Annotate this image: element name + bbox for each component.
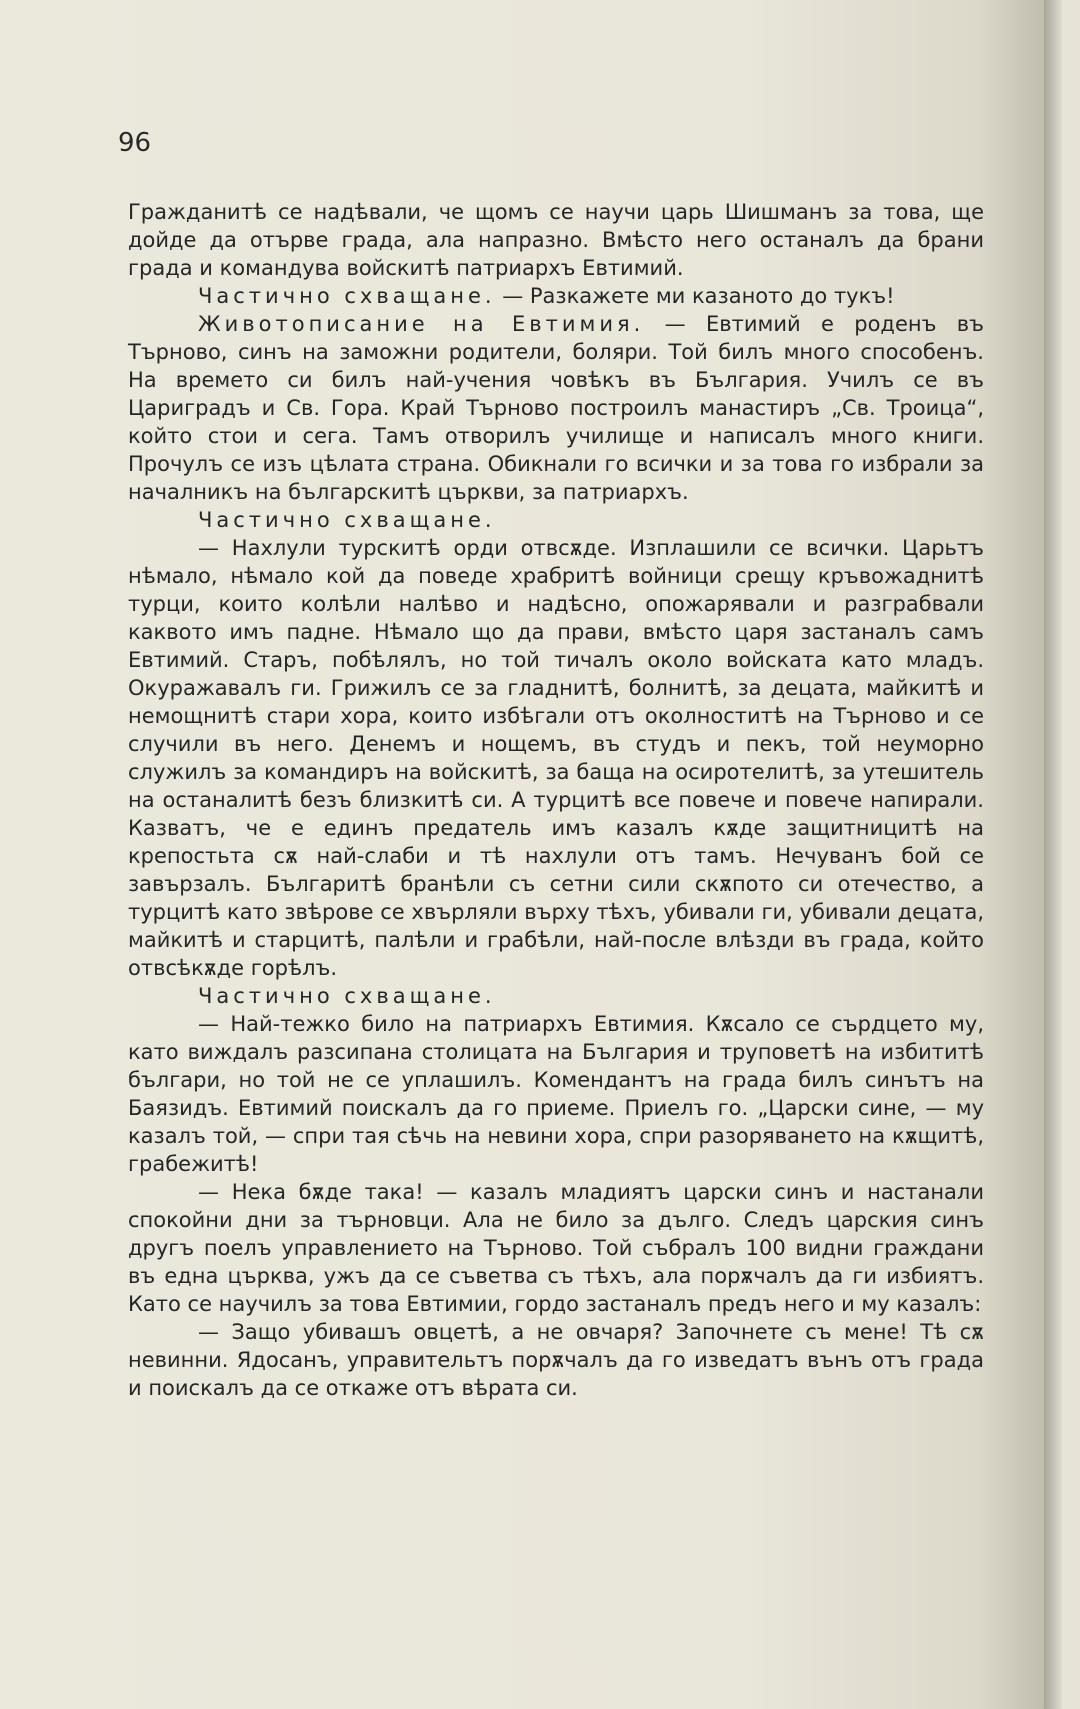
paragraph bbox=[128, 1010, 984, 1178]
paragraph bbox=[128, 506, 984, 534]
paragraph-text: — Най-тежко било на патриархъ Евтимия. Кѫсало се сърдцето му, като виждалъ разсипана столицата на България и труповетѣ на избититѣ българи, но той не се уплашилъ. Комендантъ на града билъ синътъ на Баязидъ. Евтимий поискалъ да го приеме. Приелъ го. „Царски сине, — му казалъ той, — спри тая сѣчь на невини хора, спри разоряването на кѫщитѣ, грабежитѣ! bbox=[128, 1012, 984, 1176]
paragraph-text: — Разкажете ми казаното до тукъ! bbox=[495, 284, 895, 308]
paragraph-text: Гражданитѣ се надѣвали, че щомъ се научи царь Шишманъ за това, ще дойде да отърве града, ала напразно. Вмѣсто него останалъ да брани града и командува войскитѣ патриархъ Евтимий. bbox=[128, 200, 984, 280]
paragraph bbox=[128, 534, 984, 982]
section-heading: Частично схващане. bbox=[198, 508, 496, 532]
page-edge-shadow bbox=[1044, 0, 1062, 1709]
paragraph-text: — Защо убивашъ овцетѣ, а не овчаря? Започнете съ мене! Тѣ сѫ невинни. Ядосанъ, управительтъ порѫчалъ да го изведатъ вънъ отъ града и поискалъ да се откаже отъ вѣрата си. bbox=[128, 1320, 984, 1400]
paragraph-text: — Нека бѫде така! — казалъ младиятъ царски синъ и настанали спокойни дни за търновци. Ала не било за дълго. Следъ царския синъ другъ поелъ управлението на Търново. Той събралъ 100 видни граждани въ една църква, ужъ да се съветва съ тѣхъ, ала порѫчалъ да ги избиятъ. Като се научилъ за това Евтимии, гордо застаналъ предъ него и му казалъ: bbox=[128, 1180, 984, 1316]
section-heading: Частично схващане. bbox=[198, 984, 496, 1008]
paragraph-text: — Евтимий е роденъ въ Търново, синъ на заможни родители, боляри. Той билъ много способенъ. На времето си билъ най-учения човѣкъ въ България. Училъ се въ Цариградъ и Св. Гора. Край Търново построилъ манастиръ „Св. Троица“, който стои и сега. Тамъ отворилъ училище и написалъ много книги. Прочулъ се изъ цѣлата страна. Обикнали го всички и за това го избрали за началникъ на българскитѣ църкви, за патриархъ. bbox=[128, 312, 984, 504]
paragraph bbox=[128, 310, 984, 506]
page-text bbox=[128, 198, 984, 1402]
page-number: 96 bbox=[118, 128, 152, 158]
paragraph bbox=[128, 1178, 984, 1318]
paragraph bbox=[128, 982, 984, 1010]
paragraph-text: — Нахлули турскитѣ орди отвсѫде. Изплашили се всички. Царьтъ нѣмало, нѣмало кой да поведе храбритѣ войници срещу кръвожаднитѣ турци, които колѣли налѣво и надѣсно, опожарявали и разграбвали каквото имъ падне. Нѣмало що да прави, вмѣсто царя застаналъ самъ Евтимий. Старъ, побѣлялъ, но той тичалъ около войската като младъ. Окуражавалъ ги. Грижилъ се за гладнитѣ, болнитѣ, за децата, майкитѣ и немощнитѣ стари хора, които избѣгали отъ околноститѣ на Търново и се случили въ него. Денемъ и нощемъ, въ студъ и пекъ, той неуморно служилъ за командиръ на войскитѣ, за баща на осиротелитѣ, за утешитель на останалитѣ безъ близкитѣ си. А турцитѣ все повече и повече напирали. Казватъ, че е единъ предатель имъ казалъ кѫде защитницитѣ на крепостьта сѫ най-слаби и тѣ нахлули отъ тамъ. Нечуванъ бой се завързалъ. Българитѣ бранѣли съ сетни сили скѫпото си отечество, а турцитѣ като звѣрове се хвърляли върху тѣхъ, убивали ги, убивали децата, майкитѣ и старцитѣ, палѣли и грабѣли, най-после влѣзди въ града, който отвсѣкѫде горѣлъ. bbox=[128, 536, 984, 980]
section-heading: Животописание на Евтимия. bbox=[198, 312, 645, 336]
section-heading: Частично схващане. bbox=[198, 284, 496, 308]
paragraph bbox=[128, 282, 984, 310]
paragraph bbox=[128, 1318, 984, 1402]
paragraph bbox=[128, 198, 984, 282]
